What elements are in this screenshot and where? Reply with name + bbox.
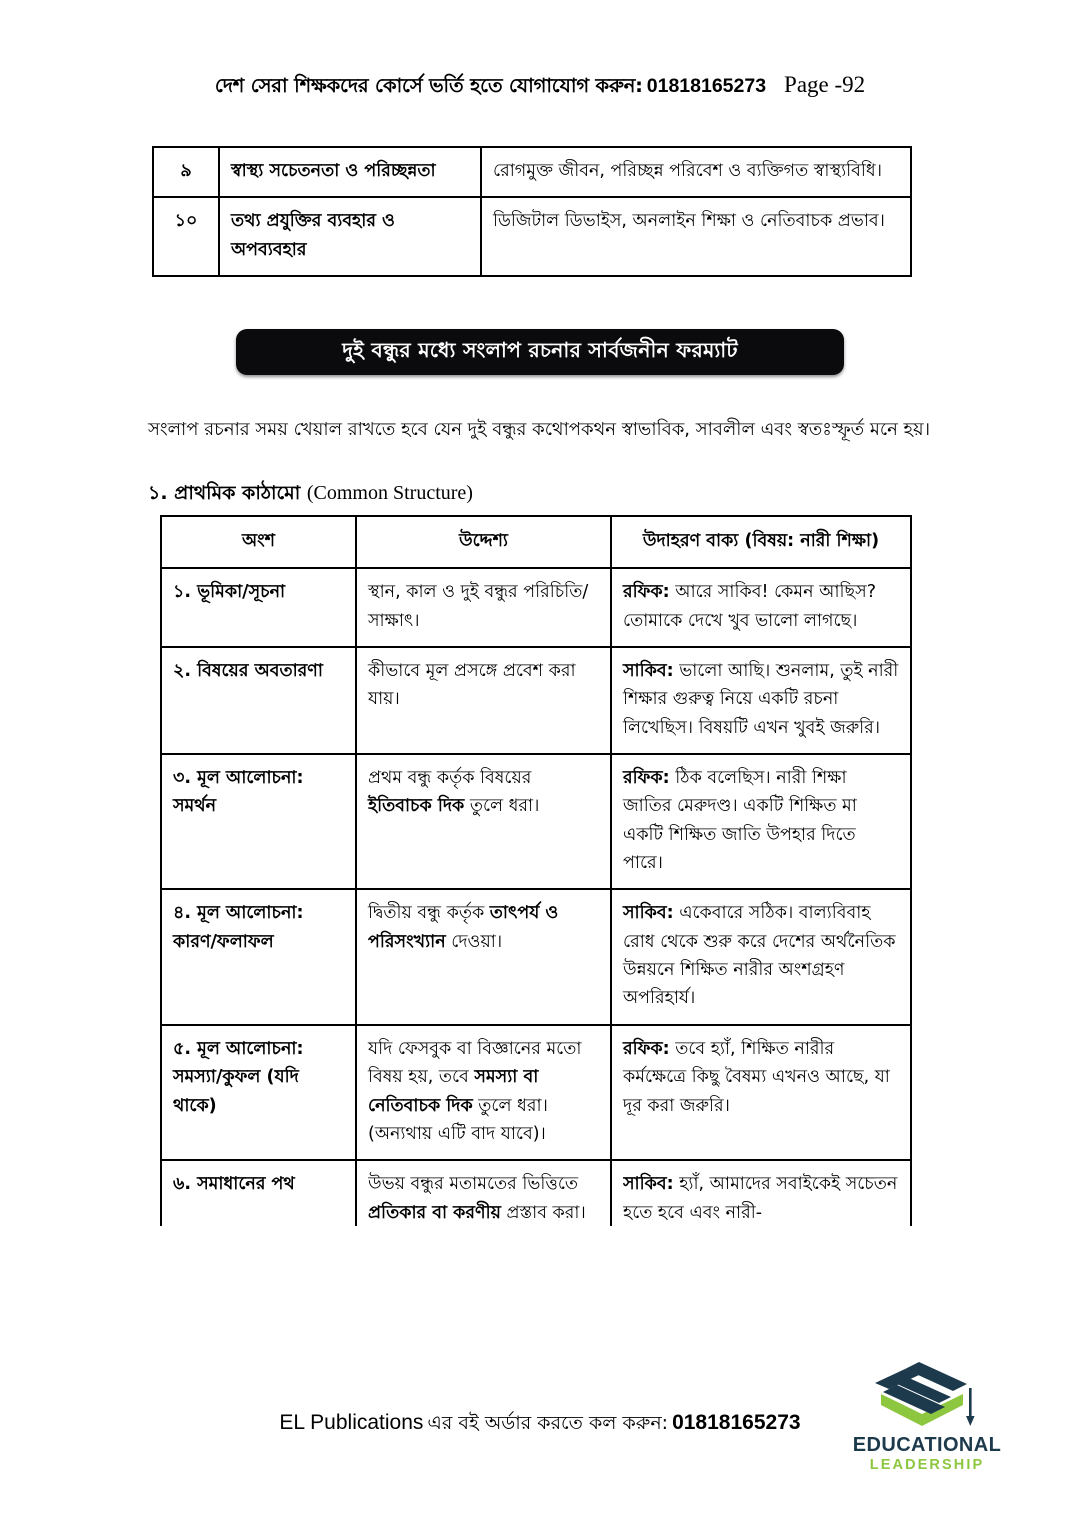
page-header [0,72,1080,104]
purpose-text-lead: দ্বিতীয় বন্ধু কর্তৃক [368,903,490,924]
purpose-text-tail: প্রস্তাব করা। [500,1202,586,1223]
row-example-text [623,1170,899,1226]
row-purpose [356,889,611,1024]
row-part-label: ১. ভূমিকা/সূচনা [161,568,356,647]
table-row [161,1160,911,1226]
section-banner [236,329,844,375]
purpose-text-emphasis: তাৎপর্য ও পরিসংখ্যান [368,903,559,952]
row-purpose [356,1160,611,1226]
example-speaker-name: রফিক: [623,1038,670,1059]
purpose-text-emphasis: প্রতিকার বা করণীয় [368,1202,501,1223]
purpose-text-tail: তুলে ধরা। (অন্যথায় এটি বাদ যাবে)। [368,1095,548,1144]
graduation-cap-e-icon [867,1358,987,1432]
row-part-label: ৩. মূল আলোচনা: সমর্থন [161,754,356,889]
table-row [161,568,911,647]
section-title-bengali: প্রাথমিক কাঠামো [174,482,301,504]
logo-subtitle-text: LEADERSHIP [869,1457,985,1474]
row-purpose-text [368,1170,599,1226]
row-purpose [356,568,611,647]
row-part-label [161,1160,356,1226]
header-bengali-text: দেশ সেরা শিক্ষকদের কোর্সে ভর্তি হতে যোগাযোগ করুন: [214,74,643,97]
row-part-label: ২. বিষয়ের অবতারণা [161,647,356,754]
header-phone-number: 01818165273 [646,75,767,97]
table-row [161,647,911,754]
row-example [611,754,911,889]
table-row [161,889,911,1024]
purpose-text-lead: প্রথম বন্ধু কর্তৃক বিষয়ের [368,768,532,789]
example-speaker-name: সাকিব: [623,661,674,682]
row-part-label: ৪. মূল আলোচনা: কারণ/ফলাফল [161,889,356,1024]
logo-name-text: EDUCATIONAL [852,1434,1002,1456]
topic-title: স্বাস্থ্য সচেতনতা ও পরিচ্ছন্নতা [219,147,481,197]
table-header-row [161,516,911,568]
footer-phone-number: 01818165273 [672,1411,801,1434]
example-dialogue-text: ঠিক বলেছিস। নারী শিক্ষা জাতির মেরুদণ্ড। একটি শিক্ষিত মা একটি শিক্ষিত জাতি উপহার দিতে পারে। [623,768,857,874]
topic-number: ১০ [153,197,219,276]
example-speaker-name: রফিক: [623,768,670,789]
topic-description: ডিজিটাল ডিভাইস, অনলাইন শিক্ষা ও নেতিবাচক প্রভাব। [481,197,911,276]
purpose-text-tail: তুলে ধরা। [464,796,540,817]
example-speaker-name: সাকিব: [623,903,674,924]
row-purpose [356,647,611,754]
example-dialogue-text: ভালো আছি। শুনলাম, তুই নারী শিক্ষার গুরুত্ব নিয়ে একটি রচনা লিখেছিস। বিষয়টি এখন খুবই জরুরি। [623,661,899,738]
section-banner-title: দুই বন্ধুর মধ্যে সংলাপ রচনার সার্বজনীন ফরম্যাট [342,338,738,362]
example-speaker-name: সাকিব: [623,1174,674,1195]
purpose-text-emphasis: সমস্যা বা নেতিবাচক দিক [368,1067,539,1116]
column-header-purpose: উদ্দেশ্য [356,516,611,568]
educational-leadership-logo [843,1358,1011,1490]
topic-description: রোগমুক্ত জীবন, পরিচ্ছন্ন পরিবেশ ও ব্যক্তিগত স্বাস্থ্যবিধি। [481,147,911,197]
table-row [153,197,911,276]
purpose-text-lead: যদি ফেসবুক বা বিজ্ঞানের মতো বিষয় হয়, তবে [368,1038,582,1088]
footer-bengali-text: এর বই অর্ডার করতে কল করুন: [427,1412,669,1434]
section-title-english: (Common Structure) [306,482,473,504]
purpose-text-emphasis: ইতিবাচক দিক [368,796,465,817]
intro-paragraph: সংলাপ রচনার সময় খেয়াল রাখতে হবে যেন দুই বন্ধুর কথোপকথন স্বাভাবিক, সাবলীল এবং স্বতঃস্ফূর্ত মনে হয়। [148,419,931,440]
footer-brand-name: EL Publications [279,1411,424,1434]
continued-topics-table [152,146,912,277]
row-purpose [356,1025,611,1160]
purpose-text-tail: দেওয়া। [445,931,503,952]
topic-title: তথ্য প্রযুক্তির ব্যবহার ও অপব্যবহার [219,197,481,276]
table-row [153,147,911,197]
row-part-label: ৫. মূল আলোচনা: সমস্যা/কুফল (যদি থাকে) [161,1025,356,1160]
example-dialogue-text: একেবারে সঠিক। বাল্যবিবাহ রোধ থেকে শুরু করে দেশের অর্থনৈতিক উন্নয়নে শিক্ষিত নারীর অংশগ্রহণ অপরিহার্য। [623,903,896,1009]
row-example [611,1160,911,1226]
purpose-text-lead: স্থান, কাল ও দুই বন্ধুর পরিচিতি/সাক্ষাৎ। [368,582,589,631]
example-dialogue-text: হ্যাঁ, আমাদের সবাইকেই সচেতন হতে হবে এবং নারী- [623,1174,898,1223]
table-row [161,1025,911,1160]
purpose-text-lead: কীভাবে মূল প্রসঙ্গে প্রবেশ করা যায়। [368,661,576,710]
row-part-label-text: ৬. সমাধানের পথ [173,1174,295,1195]
column-header-example: উদাহরণ বাক্য (বিষয়: নারী শিক্ষা) [611,516,911,568]
section-heading [148,479,473,511]
table-row [161,754,911,889]
column-header-part: অংশ [161,516,356,568]
row-example [611,647,911,754]
example-dialogue-text: আরে সাকিব! কেমন আছিস? তোমাকে দেখে খুব ভালো লাগছে। [623,582,877,631]
row-example [611,889,911,1024]
dialogue-structure-table [160,515,912,1226]
page-number-label: Page -92 [784,72,866,97]
row-example [611,568,911,647]
topic-number: ৯ [153,147,219,197]
row-purpose [356,754,611,889]
purpose-text-lead: উভয় বন্ধুর মতামতের ভিত্তিতে [368,1174,579,1195]
example-dialogue-text: তবে হ্যাঁ, শিক্ষিত নারীর কর্মক্ষেত্রে কিছু বৈষম্য এখনও আছে, যা দূর করা জরুরি। [623,1038,890,1116]
row-example [611,1025,911,1160]
example-speaker-name: রফিক: [623,582,670,603]
section-number: ১. [148,482,168,504]
